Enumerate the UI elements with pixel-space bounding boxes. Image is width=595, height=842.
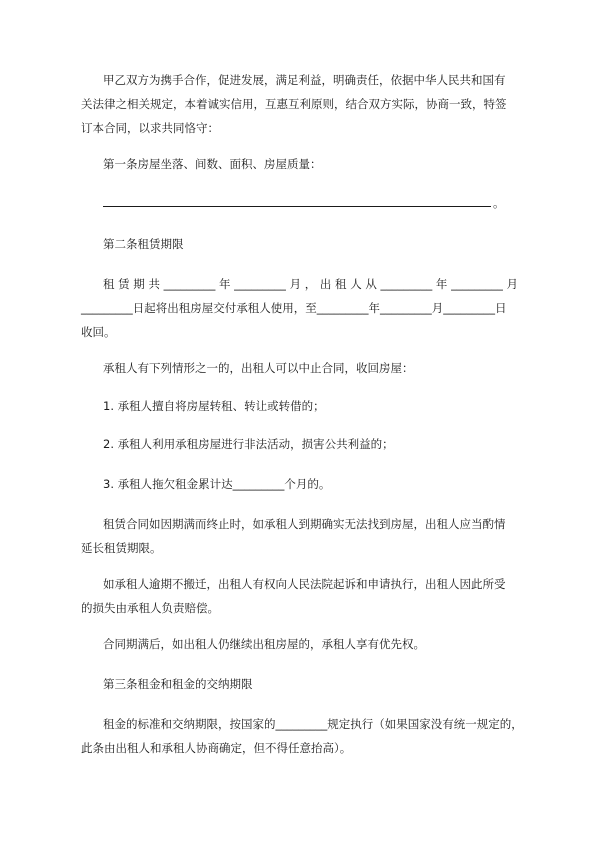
lease-term-paragraph [81,272,529,344]
expiry-paragraph [81,512,529,560]
priority-clause: 合同期满后，如出租人仍继续出租房屋的，承租人享有优先权。 [103,637,425,651]
article-1-title: 第一条房屋坐落、间数、面积、房屋质量： [103,157,322,171]
rent-line-2: 此条由出租人和承租人协商确定，但不得任意抬高）。 [81,741,352,755]
lease-line-3: 收回。 [81,325,116,339]
termination-item-2: 2. 承租人利用承租房屋进行非法活动，损害公共利益的； [103,437,394,451]
expiry-line-1: 租赁合同如因期满而终止时，如承租人到期确实无法找到房屋，出租人应当酌情 [103,517,506,531]
article-1-blank-line [103,206,491,207]
intro-line-2: 关法律之相关规定，本着诚实信用，互惠互利原则，结合双方实际，协商一致，特签 [81,97,507,111]
article-3-title: 第三条租金和租金的交纳期限 [103,677,253,691]
rent-line-1: 租金的标准和交纳期限，按国家的_________规定执行（如果国家没有统一规定的， [103,717,523,731]
article-2-title: 第二条租赁期限 [103,237,184,251]
lease-line-2: _________日起将出租房屋交付承租人使用，至_________年_________月_________日 [81,301,507,315]
overdue-line-1: 如承租人逾期不搬迁，出租人有权向人民法院起诉和申请执行，出租人因此所受 [103,577,506,591]
expiry-line-2: 延长租赁期限。 [81,541,162,555]
intro-line-3: 订本合同，以求共同恪守： [81,121,219,135]
lease-line-1: 租 赁 期 共 _________ 年 _________ 月 ， 出 租 人 从 _________ 年 _________ 月 [103,277,518,291]
rent-paragraph [81,712,529,760]
overdue-paragraph [81,572,529,620]
overdue-line-2: 的损失由承租人负责赔偿。 [81,601,219,615]
termination-item-3: 3. 承租人拖欠租金累计达_________个月的。 [103,477,331,491]
termination-intro: 承租人有下列情形之一的，出租人可以中止合同，收回房屋： [103,361,414,375]
termination-item-1: 1. 承租人擅自将房屋转租、转让或转借的； [103,399,325,413]
article-1-end-mark: 。 [493,196,505,210]
intro-paragraph [81,68,529,140]
intro-line-1: 甲乙双方为携手合作，促进发展，满足利益，明确责任，依据中华人民共和国有 [103,73,506,87]
